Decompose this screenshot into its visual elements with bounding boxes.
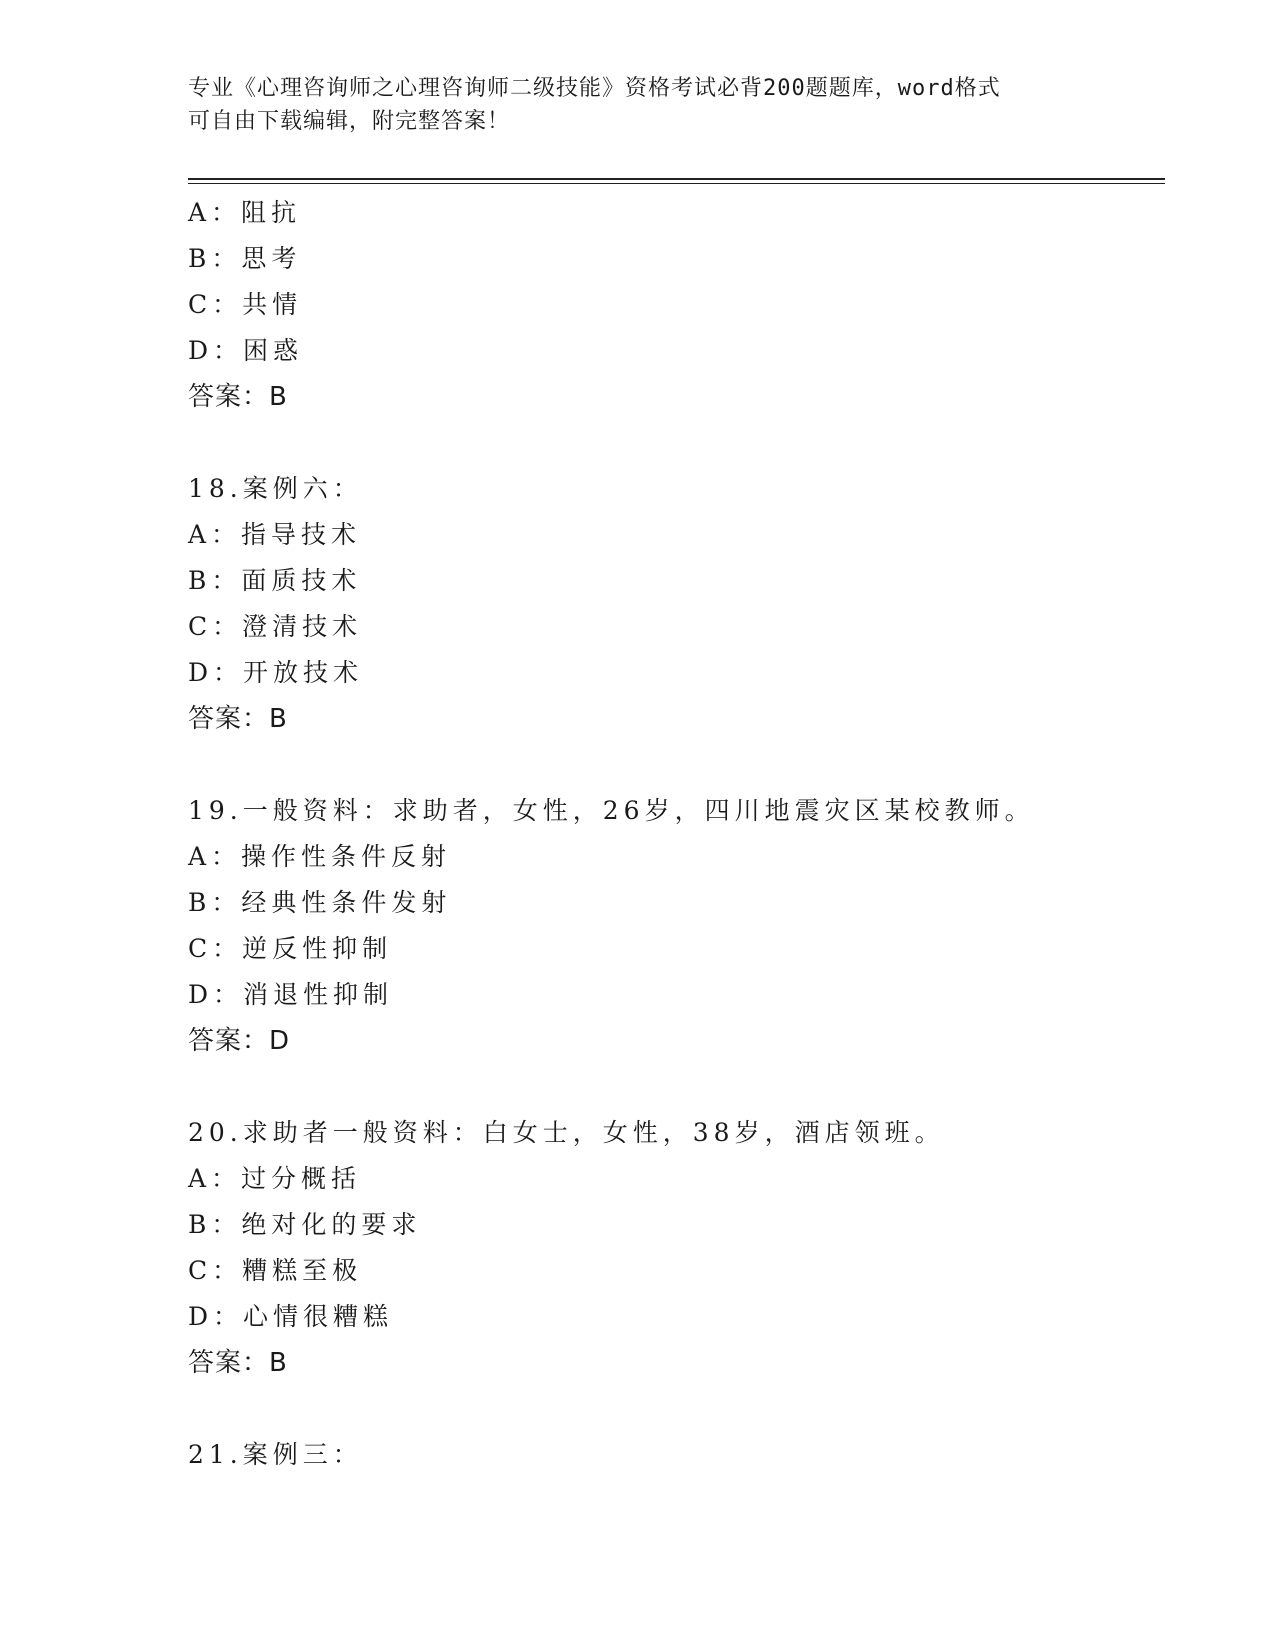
option-b: B：经典性条件发射	[188, 888, 452, 917]
option-a: A：阻抗	[188, 198, 302, 227]
question-list	[188, 190, 1148, 1478]
option-c: C：糟糕至极	[188, 1256, 363, 1285]
header-title-line-2: 可自由下载编辑，附完整答案！	[188, 109, 511, 134]
answer-line: 答案：B	[188, 704, 288, 734]
answer-line: 答案：D	[188, 1026, 291, 1056]
header-title-line-1: 专业《心理咨询师之心理咨询师二级技能》资格考试必背200题题库，word格式	[188, 76, 1001, 101]
document-header	[188, 72, 1088, 138]
option-b: B：绝对化的要求	[188, 1210, 422, 1239]
question-stem: 21.案例三：	[188, 1440, 363, 1469]
option-c: C：澄清技术	[188, 612, 363, 641]
block-spacer	[188, 742, 1148, 788]
question-block-18	[188, 466, 1148, 742]
question-stem: 19.一般资料：求助者，女性，26岁，四川地震灾区某校教师。	[188, 796, 1035, 825]
option-d: D：开放技术	[188, 658, 364, 687]
option-c: C：共情	[188, 290, 303, 319]
option-a: A：操作性条件反射	[188, 842, 452, 871]
answer-line: 答案：B	[188, 382, 288, 412]
option-a: A：指导技术	[188, 520, 362, 549]
option-b: B：面质技术	[188, 566, 362, 595]
option-a: A：过分概括	[188, 1164, 362, 1193]
block-spacer	[188, 1064, 1148, 1110]
question-stem: 18.案例六：	[188, 474, 363, 503]
header-divider-thick	[188, 178, 1165, 180]
option-c: C：逆反性抑制	[188, 934, 393, 963]
option-b: B：思考	[188, 244, 302, 273]
block-spacer	[188, 420, 1148, 466]
question-block-17	[188, 190, 1148, 420]
header-divider-thin	[188, 183, 1165, 184]
block-spacer	[188, 1386, 1148, 1432]
question-block-20	[188, 1110, 1148, 1386]
option-d: D：心情很糟糕	[188, 1302, 394, 1331]
question-stem: 20.求助者一般资料：白女士，女性，38岁，酒店领班。	[188, 1118, 945, 1147]
answer-line: 答案：B	[188, 1348, 288, 1378]
option-d: D：消退性抑制	[188, 980, 394, 1009]
option-d: D：困惑	[188, 336, 304, 365]
question-block-21	[188, 1432, 1148, 1478]
question-block-19	[188, 788, 1148, 1064]
